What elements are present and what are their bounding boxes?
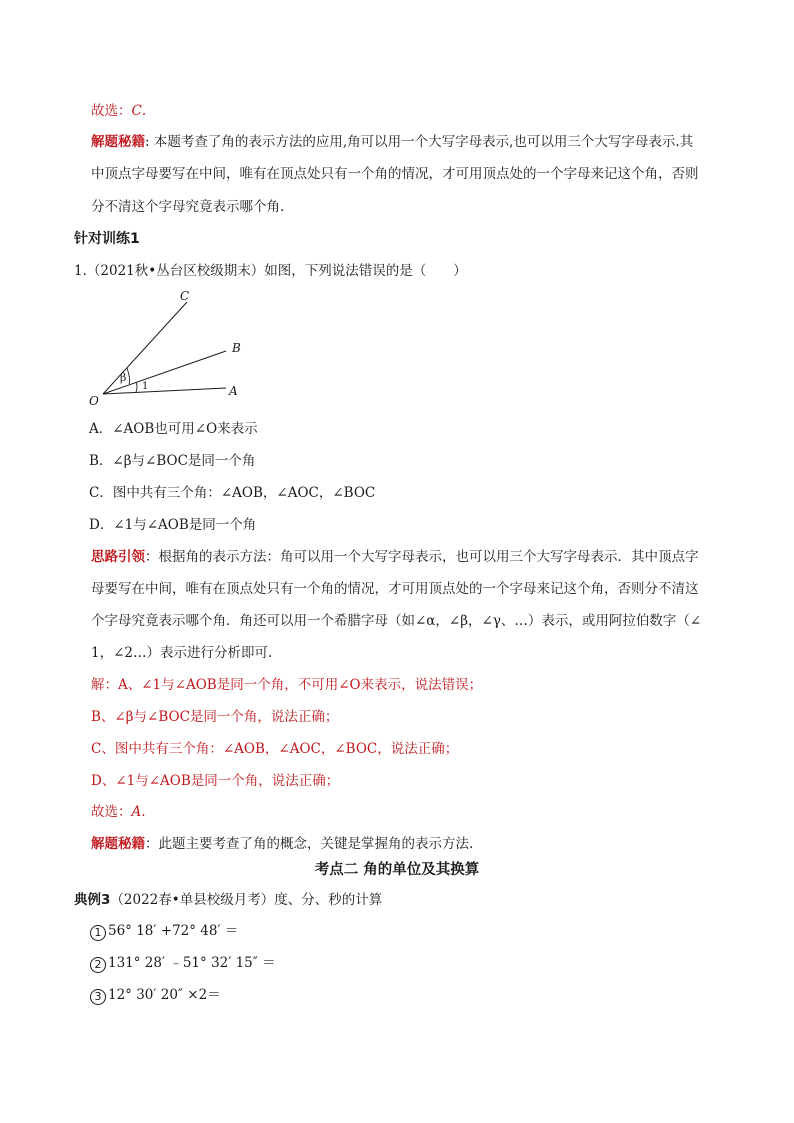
- tip-line-3: 分不清这个字母究竟表示哪个角.: [91, 199, 285, 215]
- previous-answer: [91, 102, 146, 120]
- option-c: [89, 484, 375, 502]
- solution-line-2: B、∠β与∠BOC是同一个角，说法正确；: [91, 709, 339, 725]
- tip-text: ：此题主要考查了角的概念，关键是掌握角的表示方法.: [145, 836, 474, 852]
- hint-line-2: 母要写在中间，唯有在顶点处只有一个角的情况，才可用顶点处的一个字母来记这个角，否则分不清这: [91, 581, 699, 597]
- answer-value: C: [131, 103, 142, 119]
- example-heading: [74, 891, 382, 909]
- item-text: 56° 18′ +72° 48′ ＝: [108, 923, 239, 939]
- label-o: O: [89, 394, 99, 408]
- solution-line-1: 解：A、∠1与∠AOB是同一个角，不可用∠O来表示，说法错误；: [91, 677, 483, 693]
- solution-line-4: D、∠1与∠AOB是同一个角，说法正确；: [91, 773, 340, 789]
- option-a: [89, 420, 258, 438]
- hint-paragraph: [91, 548, 699, 566]
- question-number: 1.: [74, 263, 87, 279]
- answer-value: A: [131, 804, 142, 820]
- example-item-3: [90, 986, 221, 1005]
- option-text: ∠1与∠AOB是同一个角: [113, 517, 257, 533]
- answer-suffix: .: [141, 804, 146, 820]
- example-label: 典例3: [74, 892, 111, 908]
- option-d: [89, 516, 256, 534]
- solution-answer: [91, 803, 146, 821]
- hint-line-4: 1，∠2…）表示进行分析即可.: [91, 645, 273, 661]
- item-number: 1: [90, 925, 106, 941]
- label-a: A: [229, 384, 238, 398]
- tip-text: : 本题考查了角的表示方法的应用,角可以用一个大写字母表示,也可以用三个大写字母表示.其: [145, 134, 694, 150]
- solution-line-3: C、图中共有三个角：∠AOB，∠AOC，∠BOC，说法正确；: [91, 741, 459, 757]
- arc-beta: [127, 368, 130, 384]
- answer-suffix: .: [141, 103, 147, 119]
- example-text: （2022春•单县校级月考）度、分、秒的计算: [110, 892, 383, 908]
- question-text: （2021秋•丛台区校级期末）如图，下列说法错误的是（ ）: [86, 263, 467, 279]
- hint-line-3: 个字母究竟表示哪个角．角还可以用一个希腊字母（如∠α，∠β，∠γ、…）表示，或用阿拉伯数字（∠: [91, 613, 702, 629]
- question-stem: [74, 262, 467, 280]
- tip-label: 解题秘籍: [91, 836, 145, 852]
- hint-text: ：根据角的表示方法：角可以用一个大写字母表示，也可以用三个大写字母表示．其中顶点字: [145, 549, 699, 565]
- tip-line-2: 中顶点字母要写在中间，唯有在顶点处只有一个角的情况，才可用顶点处的一个字母来记这个角，否则: [91, 166, 699, 182]
- option-text: 图中共有三个角：∠AOB，∠AOC，∠BOC: [112, 485, 376, 501]
- label-c: C: [180, 289, 190, 303]
- ray-oa: [103, 388, 226, 394]
- arc-one: [136, 382, 137, 392]
- example-item-1: [90, 922, 238, 941]
- option-key: D．: [89, 517, 114, 533]
- item-number: 2: [90, 957, 106, 973]
- tip-paragraph-1: [91, 133, 693, 151]
- item-text: 131° 28′ ﹣51° 32′ 15″ ＝: [108, 955, 276, 971]
- example-item-2: [90, 954, 276, 973]
- item-number: 3: [90, 989, 106, 1005]
- tip-paragraph-2: [91, 835, 473, 853]
- option-key: B．: [89, 453, 113, 469]
- tip-label: 解题秘籍: [91, 134, 145, 150]
- section-title: 考点二 角的单位及其换算: [314, 862, 480, 878]
- drill-heading: 针对训练1: [74, 231, 140, 247]
- item-text: 12° 30′ 20″ ×2＝: [108, 987, 221, 1003]
- answer-prefix: 故选：: [91, 103, 132, 119]
- label-beta: β: [120, 371, 127, 384]
- option-key: A．: [89, 421, 113, 437]
- option-key: C．: [89, 485, 113, 501]
- angle-figure: [86, 286, 266, 411]
- hint-label: 思路引领: [91, 549, 145, 565]
- label-one: 1: [142, 381, 149, 392]
- option-b: [89, 452, 255, 470]
- label-b: B: [232, 341, 241, 355]
- answer-prefix: 故选：: [91, 804, 132, 820]
- option-text: ∠β与∠BOC是同一个角: [112, 453, 256, 469]
- option-text: ∠AOB也可用∠O来表示: [112, 421, 258, 437]
